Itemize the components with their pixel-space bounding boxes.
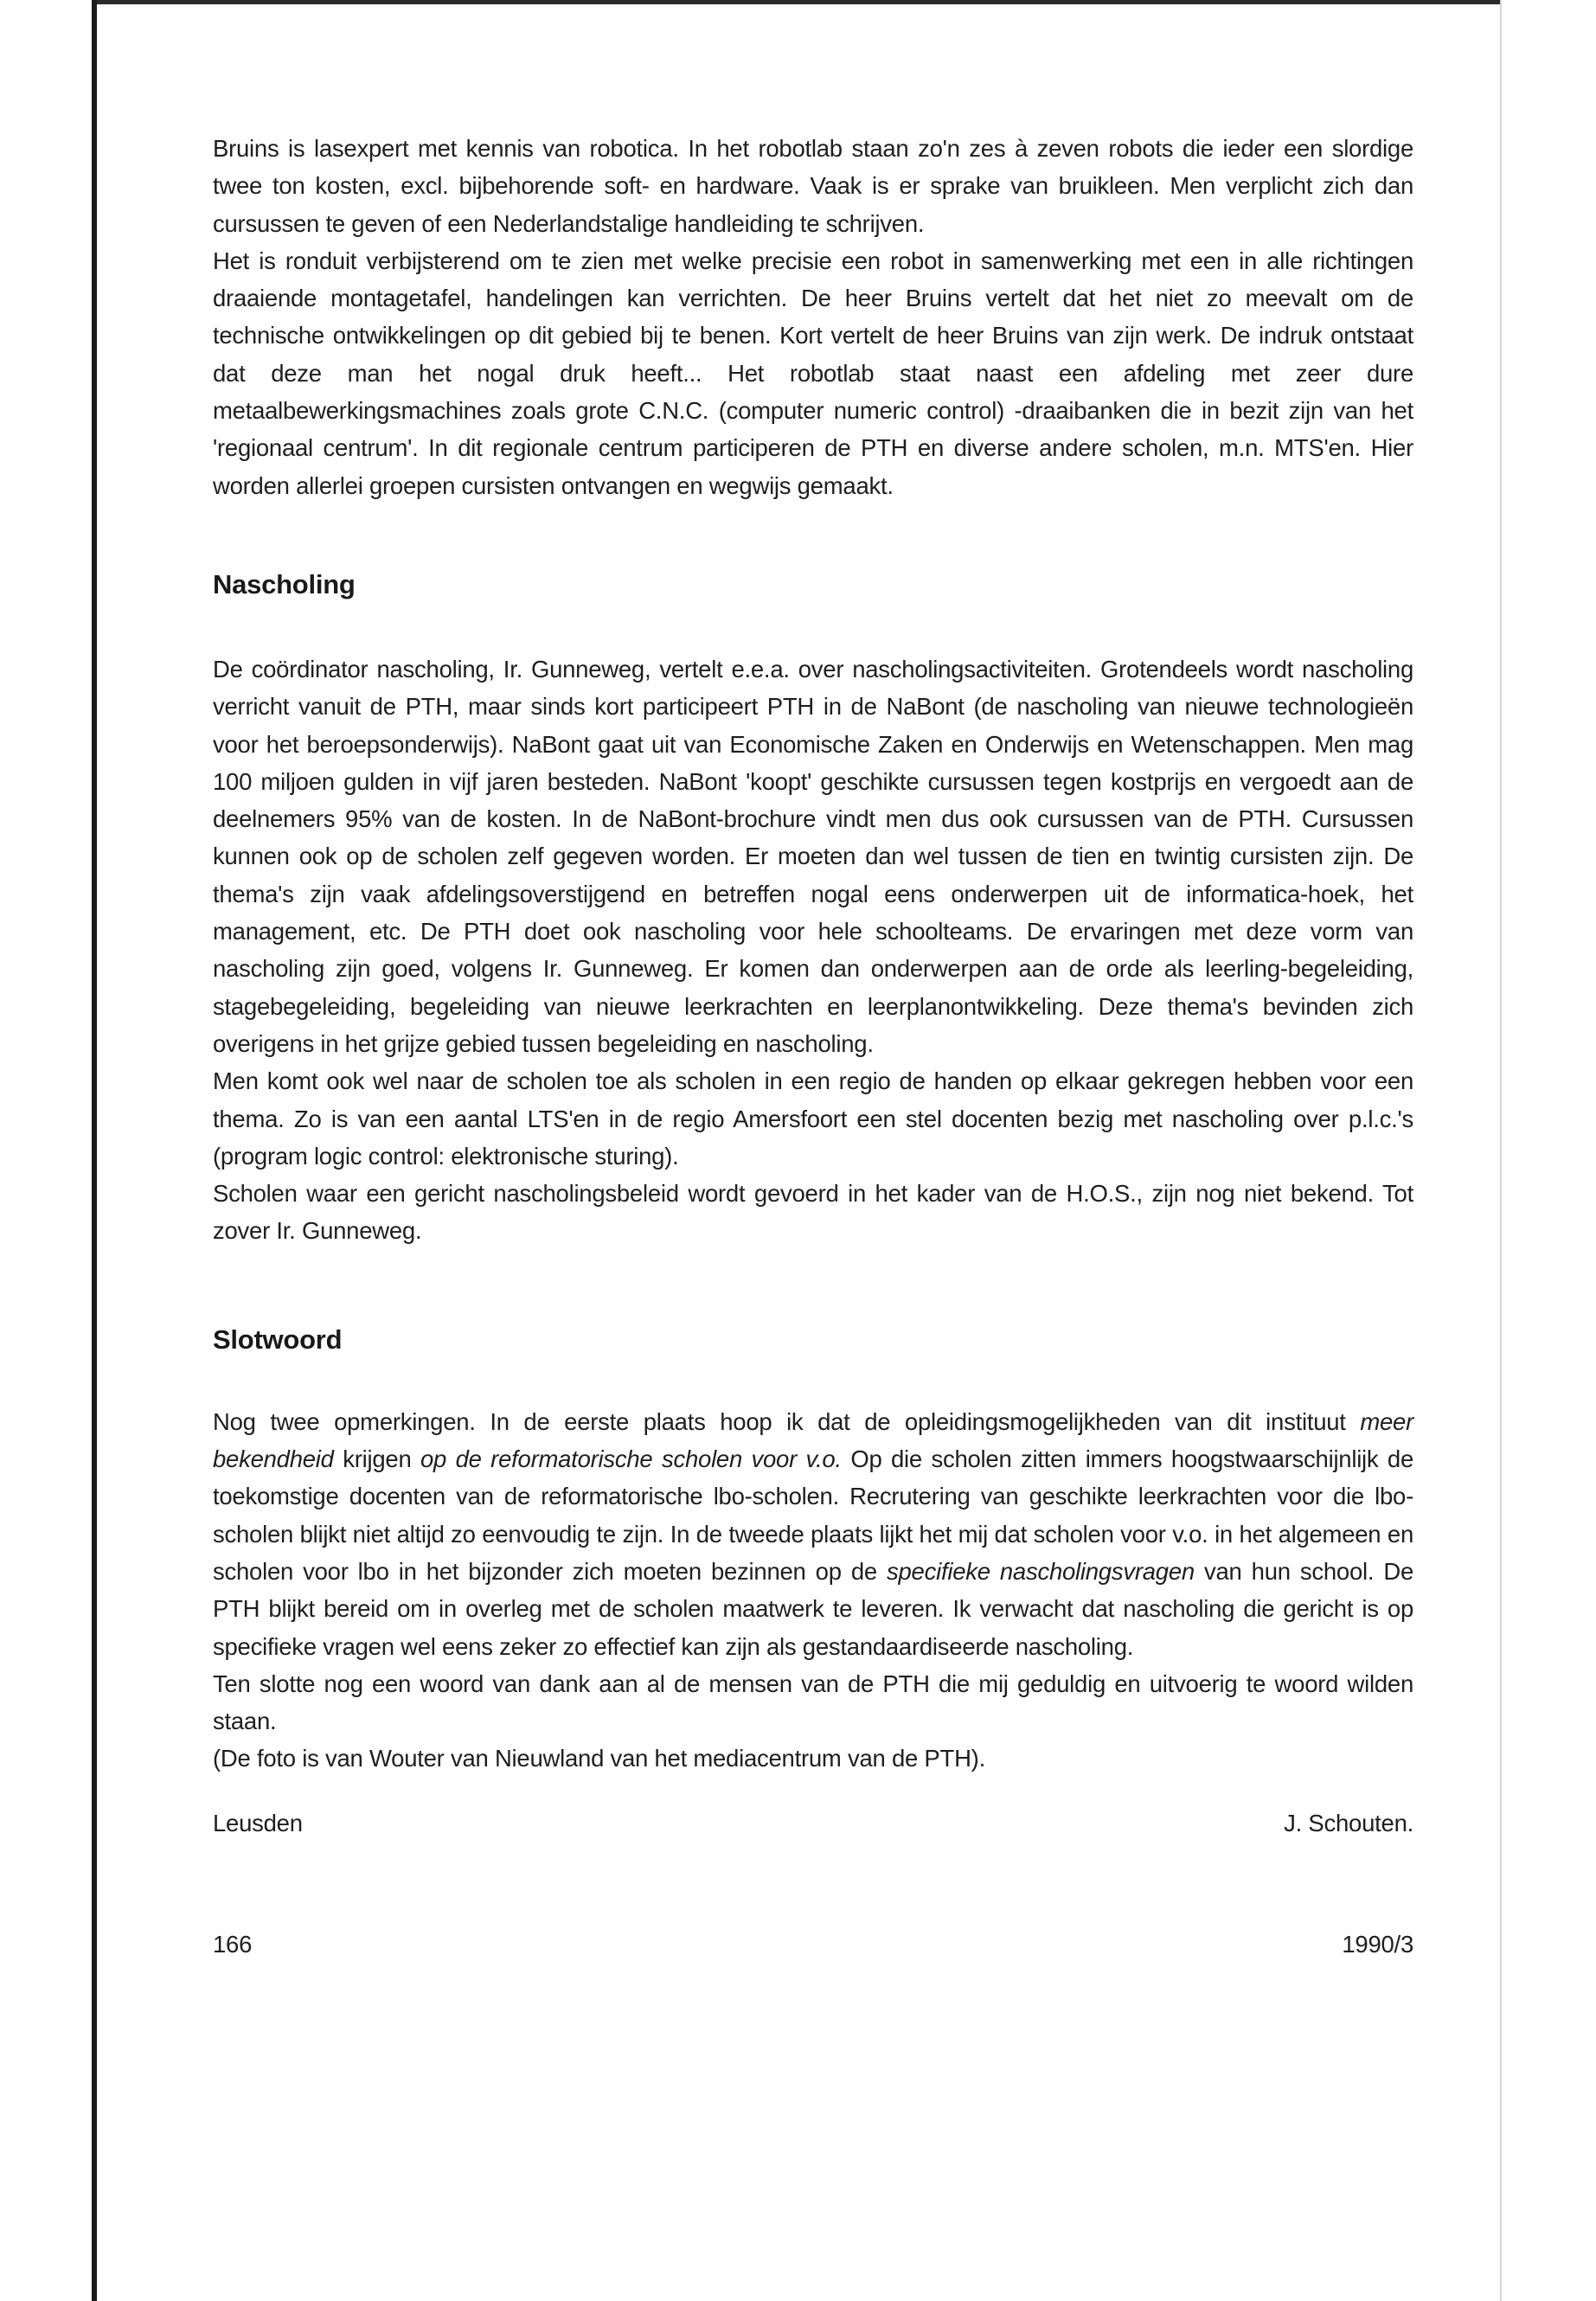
scan-edge-right: [1500, 0, 1596, 2301]
section-body-nascholing: [213, 651, 1413, 1250]
nascholing-paragraph-1: De coördinator nascholing, Ir. Gunneweg, vertelt e.e.a. over nascholingsactiviteiten. Grotendeels wordt nascholing verricht vanuit de PTH, maar sinds kort participeert PTH in de NaBont (de nascholing van nieuwe technologieën voor het beroepsonderwijs). NaBont gaat uit van Economische Zaken en Onderwijs en Wetenschappen. Men mag 100 miljoen gulden in vijf jaren besteden. NaBont 'koopt' geschikte cursussen tegen kostprijs en vergoedt aan de deelnemers 95% van de kosten. In de NaBont-brochure vindt men dus ook cursussen van de PTH. Cursussen kunnen ook op de scholen zelf gegeven worden. Er moeten dan wel tussen de tien en twintig cursisten zijn. De thema's zijn vaak afdelingsoverstijgend en betreffen nogal eens onderwerpen uit de informatica-hoek, het management, etc. De PTH doet ook nascholing voor hele schoolteams. De ervaringen met deze vorm van nascholing zijn goed, volgens Ir. Gunneweg. Er komen dan onderwerpen aan de orde als leerling-begeleiding, stagebegeleiding, begeleiding van nieuwe leerkrachten en leerplanontwikkeling. Deze thema's bevinden zich overigens in het grijze gebied tussen begeleiding en nascholing.: [213, 655, 1413, 1057]
signature-row: [213, 1804, 1413, 1842]
issue-number: 1990/3: [1342, 1930, 1413, 1958]
document-page: [213, 130, 1413, 1963]
section-heading-nascholing: Nascholing: [213, 568, 356, 599]
nascholing-paragraph-3: Scholen waar een gericht nascholingsbeleid wordt gevoerd in het kader van de H.O.S., zijn nog niet bekend. Tot zover Ir. Gunneweg.: [213, 1180, 1413, 1245]
emphasis-text: op de reformatorische scholen voor v.o.: [420, 1445, 842, 1473]
author-name: J. Schouten.: [1284, 1809, 1413, 1836]
intro-paragraph-1: Bruins is lasexpert met kennis van robotica. In het robotlab staan zo'n zes à zeven robots die ieder een slordige twee ton kosten, excl. bijbehorende soft- en hardware. Vaak is er sprake van bruikleen. Men verplicht zich dan cursussen te geven of een Nederlandstalige handleiding te schrijven.: [213, 135, 1413, 237]
text-run: Op die scholen zitten immers hoogstwaarschijnlijk de toekomstige docenten van de reformatorische lbo-scholen. Recrutering van geschikte leerkrachten voor die lbo-scholen blijkt niet altijd zo eenvoudig te zijn. In de tweede plaats lijkt het mij dat scholen voor v.o. in het algemeen en scholen voor lbo in het bijzonder zich moeten bezinnen op de: [213, 1445, 1414, 1585]
scan-edge-left: [92, 0, 97, 2301]
intro-paragraph-2: Het is ronduit verbijsterend om te zien met welke precisie een robot in samenwerking met een in alle richtingen draaiende montagetafel, handelingen kan verrichten. De heer Bruins vertelt dat het niet zo meevalt om de technische ontwikkelingen op dit gebied bij te benen. Kort vertelt de heer Bruins van zijn werk. De indruk ontstaat dat deze man het nogal druk heeft... Het robotlab staat naast een afdeling met zeer dure metaalbewerkingsmachines zoals grote C.N.C. (computer numeric control) -draaibanken die in bezit zijn van het 'regionaal centrum'. In dit regionale centrum participeren de PTH en diverse andere scholen, m.n. MTS'en. Hier worden allerlei groepen cursisten ontvangen en wegwijs gemaakt.: [213, 247, 1413, 499]
page-number: 166: [213, 1930, 253, 1958]
scan-edge-top: [92, 0, 1502, 4]
slotwoord-paragraph-2: Ten slotte nog een woord van dank aan al de mensen van de PTH die mij geduldig en uitvoerig te woord wilden staan.: [213, 1670, 1413, 1735]
text-run: Nog twee opmerkingen. In de eerste plaats hoop ik dat de opleidingsmogelijkheden van dit instituut: [213, 1407, 1361, 1435]
page-footer: [213, 1926, 1413, 1963]
nascholing-paragraph-2: Men komt ook wel naar de scholen toe als scholen in een regio de handen op elkaar gekregen hebben voor een thema. Zo is van een aantal LTS'en in de regio Amersfoort een stel docenten bezig met nascholing over p.l.c.'s (program logic control: elektronische sturing).: [213, 1067, 1413, 1170]
place-name: Leusden: [213, 1809, 303, 1836]
text-run: van hun school. De PTH blijkt bereid om in overleg met de scholen maatwerk te leveren. Ik verwacht dat nascholing die gericht is op specifieke vragen wel eens zeker zo effectief kan zijn als gestandaardiseerde nascholing.: [213, 1557, 1414, 1660]
section-body-slotwoord: [213, 1403, 1413, 1778]
slotwoord-paragraph-3: (De foto is van Wouter van Nieuwland van het mediacentrum van de PTH).: [213, 1745, 985, 1772]
emphasis-text: specifieke nascholingsvragen: [887, 1557, 1195, 1585]
slotwoord-paragraph-1: [213, 1403, 1413, 1665]
section-heading-slotwoord: Slotwoord: [213, 1324, 343, 1355]
text-run: krijgen: [333, 1445, 420, 1473]
emphasis-text: meer bekendheid: [213, 1407, 1413, 1473]
